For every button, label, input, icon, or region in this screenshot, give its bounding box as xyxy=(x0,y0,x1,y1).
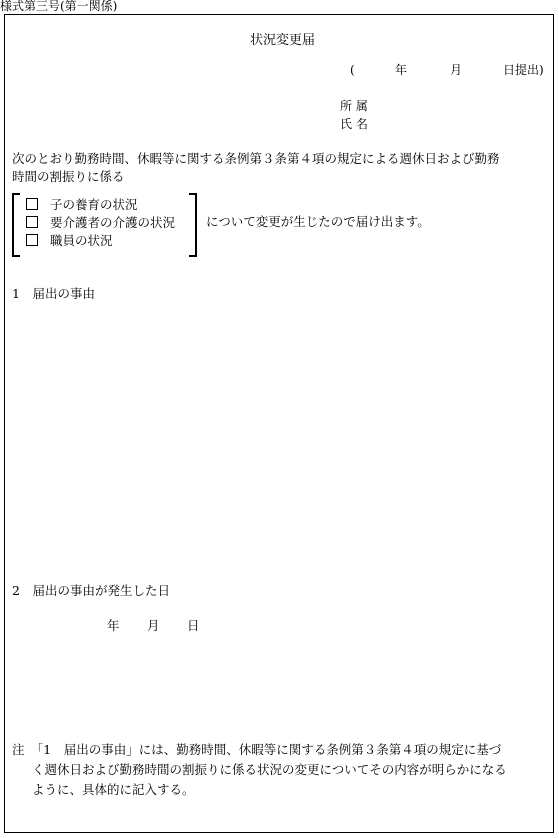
option-nursing-care[interactable] xyxy=(26,216,175,230)
occurrence-year-field[interactable]: 年 xyxy=(107,618,120,633)
left-bracket xyxy=(12,193,20,257)
intro-text-line-1: 次のとおり勤務時間、休暇等に関する条例第３条第４項の規定による週休日および勤務 xyxy=(12,151,500,166)
affiliation-label: 所 属 xyxy=(340,99,368,113)
option-label: 職員の状況 xyxy=(50,233,113,248)
note-line-1: 注 「1 届出の事由」には、勤務時間、休暇等に関する条例第３条第４項の規定に基づ xyxy=(12,742,502,757)
option-label: 子の養育の状況 xyxy=(50,197,138,212)
name-label: 氏 名 xyxy=(340,117,368,131)
section-occurrence-date-heading: 2 届出の事由が発生した日 xyxy=(12,583,170,598)
occurrence-month-field[interactable]: 月 xyxy=(147,618,160,633)
date-month-field[interactable]: 月 xyxy=(450,63,463,77)
date-day-submitted-field[interactable]: 日提出) xyxy=(503,63,544,77)
intro-text-line-2: 時間の割振りに係る xyxy=(12,169,125,184)
checkbox-icon[interactable] xyxy=(26,216,38,228)
date-open-paren: ( xyxy=(350,63,355,77)
option-employee-status[interactable] xyxy=(26,234,113,248)
notice-text: について変更が生じたので届け出ます。 xyxy=(206,214,430,229)
occurrence-day-field[interactable]: 日 xyxy=(187,618,200,633)
note-line-2: く週休日および勤務時間の割振りに係る状況の変更についてその内容が明らかになる xyxy=(32,762,507,777)
option-childcare[interactable] xyxy=(26,198,138,212)
right-bracket xyxy=(189,193,197,257)
date-year-field[interactable]: 年 xyxy=(395,63,408,77)
section-reason-heading: 1 届出の事由 xyxy=(12,286,95,301)
reason-entry-area[interactable] xyxy=(12,305,542,575)
checkbox-icon[interactable] xyxy=(26,198,38,210)
note-line-3: ように、具体的に記入する。 xyxy=(32,782,195,797)
option-label: 要介護者の介護の状況 xyxy=(50,215,176,230)
checkbox-icon[interactable] xyxy=(26,234,38,246)
form-title: 状況変更届 xyxy=(250,33,316,48)
form-number-label: 様式第三号(第一関係) xyxy=(0,0,118,13)
